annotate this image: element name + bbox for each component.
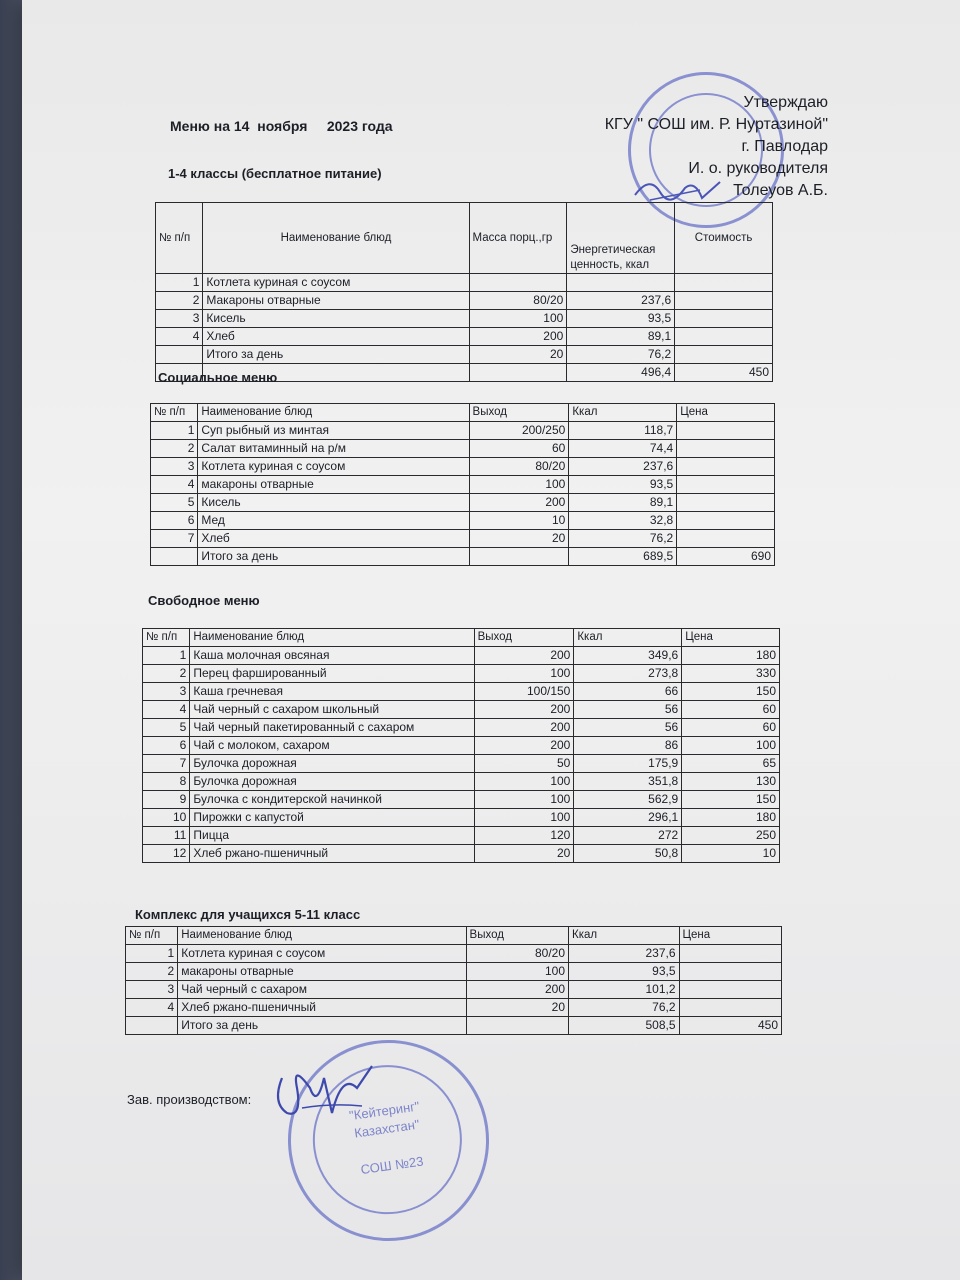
table-row xyxy=(151,476,775,494)
dish-output: 20 xyxy=(469,530,569,548)
table-row xyxy=(151,422,775,440)
dish-price xyxy=(677,422,775,440)
dish-output: 100 xyxy=(474,791,574,809)
stamp-text-2: Казахстан" xyxy=(353,1116,421,1141)
row-number: 12 xyxy=(143,845,190,863)
dish-output: 100 xyxy=(474,665,574,683)
column-header: Ккал xyxy=(569,404,677,422)
dish-kcal: 273,8 xyxy=(574,665,682,683)
row-number: 7 xyxy=(143,755,190,773)
table-row xyxy=(151,440,775,458)
row-number: 4 xyxy=(151,476,198,494)
table-row xyxy=(156,274,773,292)
social-menu-heading: Социальное меню xyxy=(158,370,278,385)
column-header: Ккал xyxy=(574,629,682,647)
dish-output: 20 xyxy=(466,999,568,1017)
total-label: Итого за день xyxy=(178,1017,466,1035)
dish-kcal: 89,1 xyxy=(567,328,675,346)
table-header-row xyxy=(143,629,780,647)
dish-output: 10 xyxy=(469,512,569,530)
column-header: Цена xyxy=(682,629,780,647)
dish-kcal: 237,6 xyxy=(567,292,675,310)
dish-name: Котлета куриная с соусом xyxy=(178,945,466,963)
dish-name: Мед xyxy=(198,512,469,530)
column-header: Цена xyxy=(677,404,775,422)
dish-price: 150 xyxy=(682,791,780,809)
approval-line-1: Утверждаю xyxy=(743,94,828,111)
column-header: Цена xyxy=(679,927,782,945)
column-header: № п/п xyxy=(151,404,198,422)
dish-kcal: 50,8 xyxy=(574,845,682,863)
row-number: 1 xyxy=(156,274,203,292)
dish-output: 80/20 xyxy=(466,945,568,963)
dish-price xyxy=(675,310,773,328)
stamp-text-3: СОШ №23 xyxy=(359,1153,425,1178)
dish-name: макароны отварные xyxy=(178,963,466,981)
dish-kcal: 74,4 xyxy=(569,440,677,458)
column-header: Наименование блюд xyxy=(178,927,466,945)
table-row xyxy=(143,755,780,773)
table-row xyxy=(143,773,780,791)
column-header: Выход xyxy=(469,404,569,422)
dish-output: 200 xyxy=(474,701,574,719)
column-header: Выход xyxy=(466,927,568,945)
dish-price: 130 xyxy=(682,773,780,791)
table-row xyxy=(156,310,773,328)
row-number: 2 xyxy=(143,665,190,683)
table-row xyxy=(143,845,780,863)
dish-kcal: 76,2 xyxy=(567,346,675,364)
dish-name: Котлета куриная с соусом xyxy=(203,274,469,292)
dish-name: макароны отварные xyxy=(198,476,469,494)
table-row xyxy=(151,458,775,476)
row-number: 1 xyxy=(143,647,190,665)
row-number: 8 xyxy=(143,773,190,791)
table-row xyxy=(143,719,780,737)
page-title: Меню на 14 ноября 2023 года xyxy=(170,118,393,134)
dish-name: Итого за день xyxy=(203,346,469,364)
column-header: Наименование блюд xyxy=(198,404,469,422)
dish-kcal: 89,1 xyxy=(569,494,677,512)
row-number: 4 xyxy=(156,328,203,346)
table-row xyxy=(126,999,782,1017)
approval-line-3: г. Павлодар xyxy=(741,138,828,155)
dish-kcal: 66 xyxy=(574,683,682,701)
manager-signature xyxy=(262,1058,382,1133)
dish-kcal xyxy=(567,274,675,292)
dish-price: 10 xyxy=(682,845,780,863)
approval-line-4: И. о. руководителя xyxy=(688,160,828,177)
dish-price xyxy=(679,999,782,1017)
dish-mass: 200 xyxy=(469,328,567,346)
column-header: Выход xyxy=(474,629,574,647)
dish-price xyxy=(677,494,775,512)
total-kcal: 508,5 xyxy=(569,1017,680,1035)
column-header: Масса порц.,гр xyxy=(469,203,567,274)
dish-name: Чай черный с сахаром школьный xyxy=(190,701,474,719)
table-row xyxy=(156,346,773,364)
row-number: 2 xyxy=(126,963,178,981)
total-row xyxy=(126,1017,782,1035)
column-header: Наименование блюд xyxy=(203,203,469,274)
table-row xyxy=(151,494,775,512)
table-header-row xyxy=(156,203,773,274)
dish-price xyxy=(677,512,775,530)
row-number: 6 xyxy=(151,512,198,530)
dish-name: Каша гречневая xyxy=(190,683,474,701)
total-kcal: 689,5 xyxy=(569,548,677,566)
row-number: 9 xyxy=(143,791,190,809)
dish-price xyxy=(675,292,773,310)
dish-output: 50 xyxy=(474,755,574,773)
dish-name: Чай черный пакетированный с сахаром xyxy=(190,719,474,737)
row-number: 10 xyxy=(143,809,190,827)
dish-kcal: 349,6 xyxy=(574,647,682,665)
dish-price xyxy=(679,981,782,999)
row-number: 1 xyxy=(126,945,178,963)
dish-price xyxy=(675,328,773,346)
dish-output: 100 xyxy=(474,809,574,827)
dish-price: 330 xyxy=(682,665,780,683)
open-menu-heading: Свободное меню xyxy=(148,593,260,608)
dish-output: 60 xyxy=(469,440,569,458)
table-row xyxy=(156,292,773,310)
dish-kcal: 237,6 xyxy=(569,458,677,476)
dish-name: Чай черный с сахаром xyxy=(178,981,466,999)
dish-name: Пицца xyxy=(190,827,474,845)
row-number: 3 xyxy=(143,683,190,701)
table-row xyxy=(143,791,780,809)
dish-name: Перец фаршированный xyxy=(190,665,474,683)
column-header: № п/п xyxy=(156,203,203,274)
dish-price xyxy=(675,274,773,292)
table-row xyxy=(143,647,780,665)
dish-output: 20 xyxy=(474,845,574,863)
dish-kcal: 76,2 xyxy=(569,530,677,548)
dish-kcal: 175,9 xyxy=(574,755,682,773)
dish-kcal: 56 xyxy=(574,719,682,737)
table-row xyxy=(143,683,780,701)
dish-kcal: 93,5 xyxy=(567,310,675,328)
dish-name: Каша молочная овсяная xyxy=(190,647,474,665)
dish-output: 100 xyxy=(469,476,569,494)
table-row xyxy=(143,827,780,845)
social-menu-table xyxy=(150,403,775,566)
dish-name: Хлеб xyxy=(198,530,469,548)
table-row xyxy=(143,665,780,683)
table-row xyxy=(151,512,775,530)
total-row xyxy=(151,548,775,566)
total-kcal: 496,4 xyxy=(567,364,675,382)
total-price: 690 xyxy=(677,548,775,566)
dish-price: 180 xyxy=(682,809,780,827)
free-menu-heading: 1-4 классы (бесплатное питание) xyxy=(168,166,382,181)
table-row xyxy=(143,701,780,719)
dish-output: 200 xyxy=(474,737,574,755)
dish-price: 150 xyxy=(682,683,780,701)
dish-mass xyxy=(469,274,567,292)
column-header: Энергетическая ценность, ккал xyxy=(567,203,675,274)
column-header: Стоимость xyxy=(675,203,773,274)
complex-menu-table xyxy=(125,926,782,1035)
dish-kcal: 93,5 xyxy=(569,476,677,494)
dish-price: 60 xyxy=(682,719,780,737)
dish-kcal: 118,7 xyxy=(569,422,677,440)
dish-name: Макароны отварные xyxy=(203,292,469,310)
dish-name: Булочка с кондитерской начинкой xyxy=(190,791,474,809)
dish-kcal: 351,8 xyxy=(574,773,682,791)
row-number: 2 xyxy=(156,292,203,310)
column-header: № п/п xyxy=(126,927,178,945)
free-menu-table xyxy=(155,202,773,382)
dish-name: Кисель xyxy=(203,310,469,328)
dish-name: Пирожки с капустой xyxy=(190,809,474,827)
table-row xyxy=(151,530,775,548)
row-number: 11 xyxy=(143,827,190,845)
dish-output: 100/150 xyxy=(474,683,574,701)
dish-price: 250 xyxy=(682,827,780,845)
table-row xyxy=(126,963,782,981)
table-header-row xyxy=(126,927,782,945)
row-number: 3 xyxy=(151,458,198,476)
column-header: Ккал xyxy=(569,927,680,945)
dish-price xyxy=(677,476,775,494)
dish-price: 180 xyxy=(682,647,780,665)
row-number: 4 xyxy=(143,701,190,719)
dish-price: 60 xyxy=(682,701,780,719)
dish-kcal: 32,8 xyxy=(569,512,677,530)
dish-mass: 20 xyxy=(469,346,567,364)
table-header-row xyxy=(151,404,775,422)
dish-output: 200 xyxy=(469,494,569,512)
row-number: 6 xyxy=(143,737,190,755)
table-row xyxy=(143,809,780,827)
dish-kcal: 237,6 xyxy=(569,945,680,963)
table-row xyxy=(143,737,780,755)
manager-label: Зав. производством: xyxy=(127,1092,252,1107)
table-row xyxy=(126,981,782,999)
column-header: Наименование блюд xyxy=(190,629,474,647)
dish-name: Булочка дорожная xyxy=(190,773,474,791)
approval-line-2: КГУ " СОШ им. Р. Нуртазиной" xyxy=(604,116,828,133)
dish-output: 80/20 xyxy=(469,458,569,476)
complex-menu-heading: Комплекс для учащихся 5-11 класс xyxy=(135,907,361,922)
open-menu-table xyxy=(142,628,780,863)
column-header: № п/п xyxy=(143,629,190,647)
dish-name: Суп рыбный из минтая xyxy=(198,422,469,440)
dish-name: Чай с молоком, сахаром xyxy=(190,737,474,755)
dish-mass: 80/20 xyxy=(469,292,567,310)
approval-block xyxy=(605,92,828,202)
dish-output: 120 xyxy=(474,827,574,845)
row-number: 5 xyxy=(151,494,198,512)
dish-kcal: 93,5 xyxy=(569,963,680,981)
dish-kcal: 296,1 xyxy=(574,809,682,827)
dish-name: Булочка дорожная xyxy=(190,755,474,773)
dish-kcal: 56 xyxy=(574,701,682,719)
row-number: 1 xyxy=(151,422,198,440)
stamp-text-1: "Кейтеринг" xyxy=(348,1098,421,1124)
dish-kcal: 76,2 xyxy=(569,999,680,1017)
dish-name: Кисель xyxy=(198,494,469,512)
dish-price xyxy=(675,346,773,364)
dish-price xyxy=(677,530,775,548)
dish-kcal: 101,2 xyxy=(569,981,680,999)
dish-output: 200 xyxy=(474,647,574,665)
total-price: 450 xyxy=(675,364,773,382)
dish-output: 100 xyxy=(466,963,568,981)
dish-name: Хлеб xyxy=(203,328,469,346)
dish-output: 100 xyxy=(474,773,574,791)
dish-name: Хлеб ржано-пшеничный xyxy=(190,845,474,863)
dish-price xyxy=(679,945,782,963)
dish-output: 200/250 xyxy=(469,422,569,440)
approval-line-5: Толеуов А.Б. xyxy=(733,182,828,199)
row-number: 5 xyxy=(143,719,190,737)
dish-price: 100 xyxy=(682,737,780,755)
dish-price: 65 xyxy=(682,755,780,773)
row-number xyxy=(156,346,203,364)
dish-kcal: 562,9 xyxy=(574,791,682,809)
row-number: 3 xyxy=(156,310,203,328)
row-number: 2 xyxy=(151,440,198,458)
table-row xyxy=(126,945,782,963)
dish-mass: 100 xyxy=(469,310,567,328)
row-number: 7 xyxy=(151,530,198,548)
dish-output: 200 xyxy=(466,981,568,999)
dish-kcal: 272 xyxy=(574,827,682,845)
total-price: 450 xyxy=(679,1017,782,1035)
total-label: Итого за день xyxy=(198,548,469,566)
dish-name: Хлеб ржано-пшеничный xyxy=(178,999,466,1017)
row-number: 3 xyxy=(126,981,178,999)
dish-output: 200 xyxy=(474,719,574,737)
dish-price xyxy=(677,458,775,476)
dish-price xyxy=(679,963,782,981)
dish-kcal: 86 xyxy=(574,737,682,755)
dish-price xyxy=(677,440,775,458)
table-row xyxy=(156,328,773,346)
dish-name: Котлета куриная с соусом xyxy=(198,458,469,476)
dish-name: Салат витаминный на р/м xyxy=(198,440,469,458)
row-number: 4 xyxy=(126,999,178,1017)
